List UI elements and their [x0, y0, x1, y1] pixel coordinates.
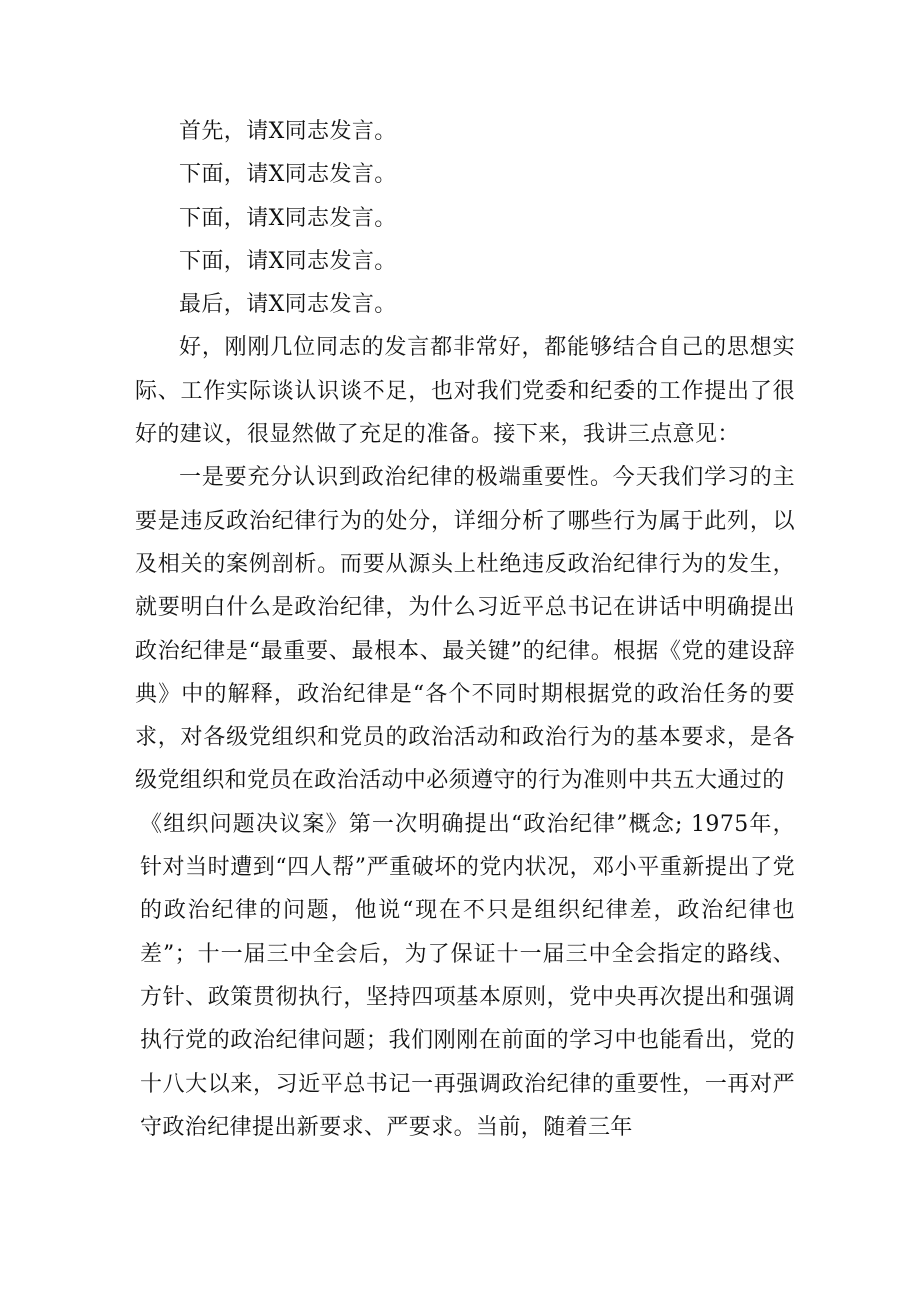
speaker-intro-first: 首先，请X同志发言。 [179, 119, 397, 144]
speaker-intro-next: 下面，请X同志发言。 [179, 162, 397, 188]
speaker-intro-next: 下面，请X同志发言。 [179, 248, 397, 274]
point-one-paragraph: 一是要充分认识到政治纪律的极端重要性。今天我们学习的主要是违反政治纪律行为的处分，详细分析了哪些行为属于此列，以及相关的案例剖析。而要从源头上杜绝违反政治纪律行为的发生，就要明白什么是政治纪律，为什么习近平总书记在讲话中明确提出政治纪律是“最重要、最根本、最关键”的纪律。根据《党的建设辞典》中的解释，政治纪律是“各个不同时期根据党的政治任务的要求，对各级党组织和党员的政治活动和政治行为的基本要求，是各级党组织和党员在政治活动中必须遵守的行为准则中共五大通过的 [135, 465, 795, 794]
summary-paragraph: 好，刚刚几位同志的发言都非常好，都能够结合自己的思想实际、工作实际谈认识谈不足，也对我们党委和纪委的工作提出了很好的建议，很显然做了充足的准备。接下来，我讲三点意见： [135, 335, 795, 448]
continuation-paragraph: 《组织问题决议案》第一次明确提出“政治纪律”概念; 1975年，针对当时遭到“四人帮”严重破坏的党内状况，邓小平重新提出了党的政治纪律的问题，他说“现在不只是组织纪律差，政治纪律也差”；十一届三中全会后，为了保证十一届三中全会指定的路线、方针、政策贯彻执行，坚持四项基本原则，党中央再次提出和强调执行党的政治纪律问题；我们刚刚在前面的学习中也能看出，党的十八大以来，习近平总书记一再强调政治纪律的重要性，一再对严守政治纪律提出新要求、严要求。当前，随着三年 [140, 811, 795, 1140]
speaker-intro-next: 下面，请X同志发言。 [179, 205, 397, 231]
document-body [135, 110, 795, 1149]
speaker-intro-last: 最后，请X同志发言。 [179, 292, 397, 318]
